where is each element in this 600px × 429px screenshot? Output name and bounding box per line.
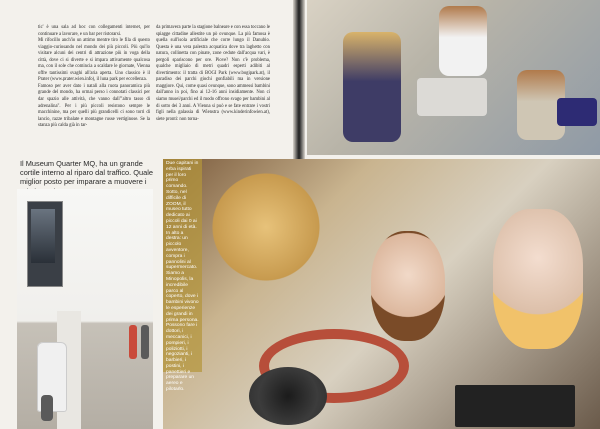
two-children-captains-photo xyxy=(163,159,600,429)
person-grey xyxy=(141,325,149,359)
child-figure xyxy=(41,395,53,421)
child-blonde xyxy=(493,209,583,349)
paragraph: Mi rifocillo anch'io un attimo mentre tiro le fila di questo viaggio-curiosando nel mondo dei più piccoli. Più qui'lo visitare alcuni dei centri di attrazione più in voga della città, dove ci si diverte e si impara attivamente qualcosa ma, con il sole che comincia a scaldare le giornate, Vienna offre tantissimi svaghi all'aria aperta. Uno classico è il Prater (www.prater.wien.info), il luna park per eccellenza. xyxy=(38,38,150,83)
compass xyxy=(249,367,327,425)
child-left xyxy=(343,32,401,142)
child-top xyxy=(439,6,487,76)
blue-register xyxy=(557,98,597,126)
kids-caption-box: Due capitani in erba ispirati per il loro primo comando. Sotto, nel difficile di ZOOM, il museo tutto dedicato ai piccoli dai 0 ai 12 anni di età. In alto a destra: un piccolo avventore, compra i pannolini al supermercato. Siamo a Minopolis, la incredibile parco al coperto, dove i bambini vivono le esperienze dei grandi in prima persona. Possono fare i dottori, i meccanici, i pompieri, i poliziotti, i negozianti, i barbieri, i postini, i panettieri e preparare un aereo e pilotarlo. xyxy=(163,159,202,372)
map-continent xyxy=(201,167,331,287)
left-column-1 xyxy=(38,25,150,130)
register-counter xyxy=(417,78,487,116)
child-laughing xyxy=(371,231,445,341)
console-panel xyxy=(455,385,575,427)
person-red xyxy=(129,325,137,359)
museum-courtyard-photo xyxy=(17,189,153,429)
paragraph: Famoso per aver dato i natali alla ruota panoramica più grande del mondo, ha ormai perso i connotati classici per dar spazio alle attività, che vanno dall'"altro tasso di adrenalina". Per i più piccoli resistono sempre le macchinine, ma per quelli più grandicelli ci sono torri di lancio, razze tribalate e montagne russe vertiginose. Se la stanza più calda già in tar- xyxy=(38,83,150,129)
banner-art xyxy=(31,209,55,263)
children-supermarket-photo xyxy=(307,0,600,155)
paragraph: tic' è una sala ad hoc con collegamenti internet, per continuare a lavorare, e un bar per ristorarsi. xyxy=(38,25,150,37)
museum-caption: Il Museum Quarter MQ, ha un grande cortile interno al riparo dal traffico. Quale miglior posto per imparare a muovere i xyxy=(20,159,153,187)
paragraph: da primavera parte la stagione balneare e con essa toccano le spiagge cittadine allestite un pò ovunque. La più famosa è quella sull'isola artificiale che corre lungo il Danubio. Questa è una vera palestra acquatica dove tra laghetto con natura, collinetta con pinate, zone cedute dall'acqua vari, è pergoli spariscono per ore. Piove? Non c'è problema, qualche migliaio di metri quadri esperti adibiti al divertimento: il tratta di BOGI Park (www.bogipark.at), il paradiso dei parchi giochi gonfiabili ma in versione maggiore. Qui, come quasi ovunque, sono ammessi bambini dall'anno in poi, fino ai 12-16 anni insidiamente. Non ci siamo musei/parchi ed il modo offrono svago per bambini al di sotto dei 3 anni. A Vienna si può e se fate entrare i vostri figli nella galassia di Wienstra (www.kinderinfowien.at), siete pronti: non torna- xyxy=(156,25,271,122)
left-column-2 xyxy=(156,25,270,123)
